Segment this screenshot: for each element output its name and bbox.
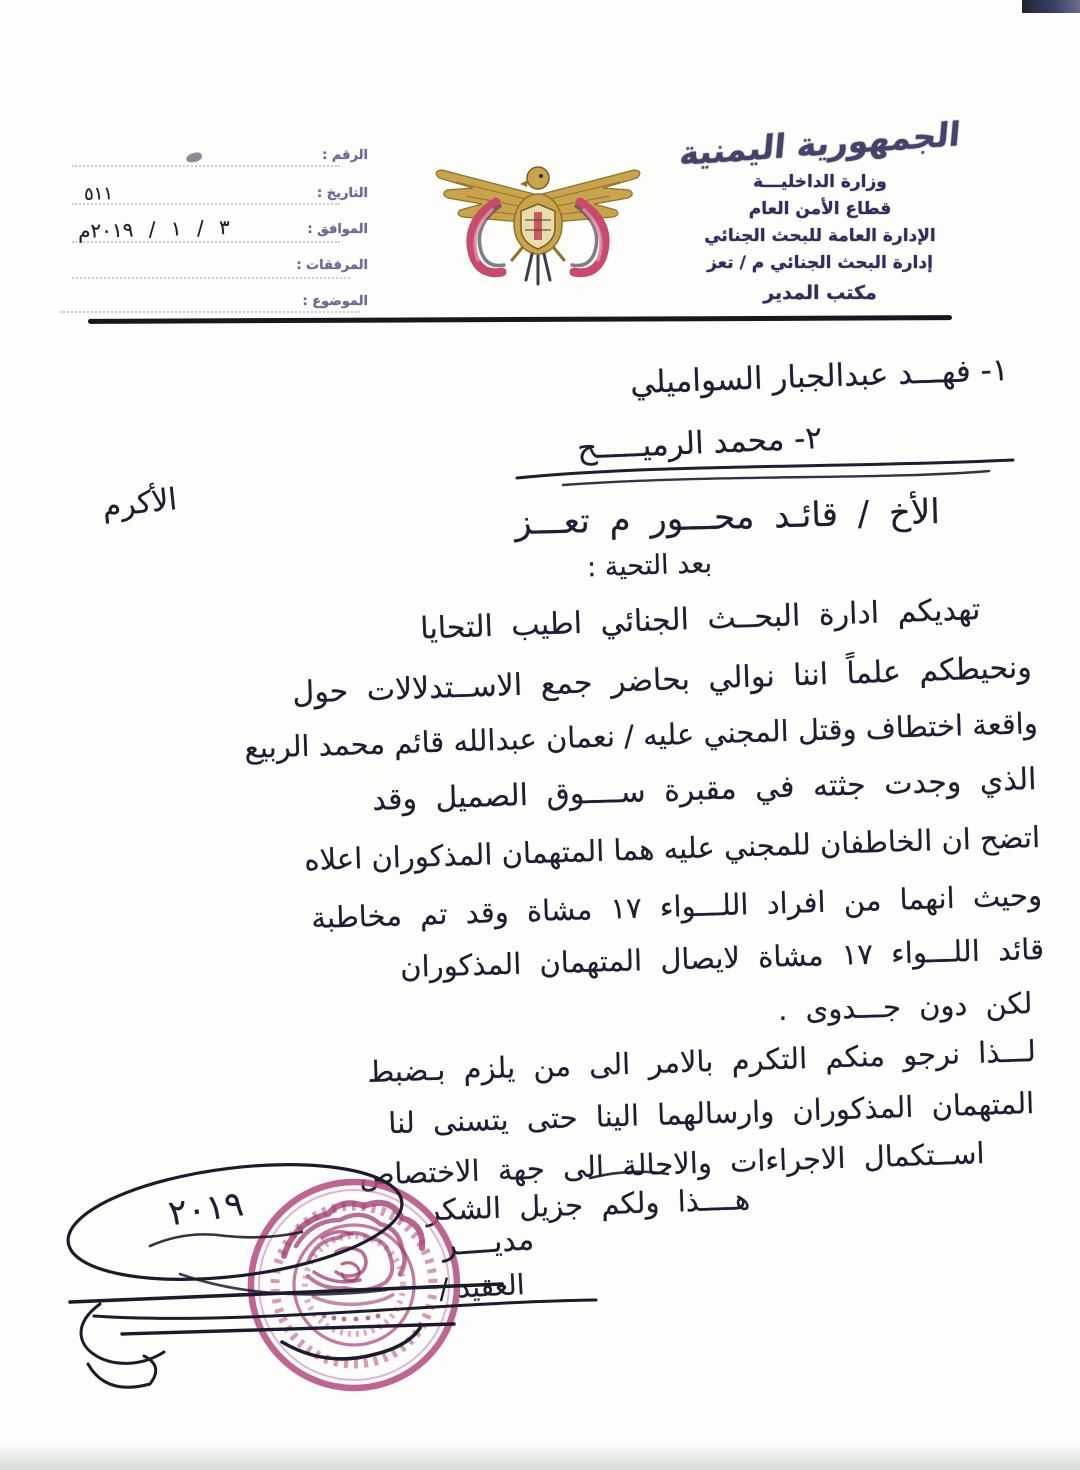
ink-smudge [185,151,203,163]
org-line-sector: قطاع الأمن العام [748,199,892,219]
form-label-subject: الموضوع : [302,294,368,309]
letter-line-10: المتهمان المذكوران وارسالهما الينا حتى يتسنى لنا [387,1086,1035,1141]
yemen-eagle-emblem [422,150,654,302]
letterhead-calligraphy: الجمهورية اليمنية [677,114,962,173]
letter-line-1: تهديكم ادارة البحــث الجنائي اطيب التحايا [419,592,981,647]
to-line: الأخ / قائـد محـــور م تعـــز [514,492,941,544]
to-honorific: الأكرم [100,482,179,525]
hand-underline [505,452,1025,494]
letter-line-2: ونحيطكم علماً اننا نوالي بحاضر جمع الاســتدلالات حول [292,650,1033,711]
scan-corner-artifact [1022,0,1080,13]
form-label-date: التاريخ : [317,186,368,201]
form-line [60,310,360,313]
addressee-1: ١- فهـــد عبدالجبار السواميلي [629,352,1009,402]
letter-line-11: اســتكمال الاجراءات والاحالة الى جهة الاختصاص [358,1136,985,1192]
letter-line-5: اتضح ان الخاطفان للمجني عليه هما المتهمان المذكوران اعلاه [303,820,1041,878]
greeting-line: بعد التحية : [586,548,713,584]
form-label-number: الرقم : [322,148,368,163]
letter-line-12: هــــذا ولكم جزيل الشكر [425,1182,751,1228]
signature-flourish [30,1150,710,1450]
form-label-corresponding: الموافق : [307,222,368,237]
header-divider-line [88,315,952,324]
form-line [72,164,340,167]
letter-line-6: وحيث انهما من افراد اللـــواء ١٧ مشاة وقد تم مخاطبة [310,878,1043,935]
letterhead-org-block [652,114,988,307]
letter-line-8: لكن دون جـــدوى . [777,986,1033,1028]
signature-role: مديــــر [441,1222,536,1264]
letter-line-9: لـــذا نرجو منكم التكرم بالامر الى من يلزم بـضبط [366,1034,1037,1089]
letter-line-4: الذي وجدت جثته في مقبرة ســــوق الصميل وقد [371,762,1037,818]
form-line [72,276,350,279]
signature-year: ٢٠١٩ [165,1184,246,1235]
org-line-cid-taiz: إدارة البحث الجنائي م / تعز [707,253,933,273]
addressee-2: ٢- محمد الرميـــــح [576,420,823,467]
org-line-director-office: مكتب المدير [763,282,877,304]
corresponding-date-value: ٣ / ١ / ٢٠١٩م [77,215,231,243]
date-number-value: ٥١١ [83,183,114,206]
org-line-general-admin: الإدارة العامة للبحث الجنائي [704,226,936,246]
signature-rank: العقيد / [437,1268,525,1306]
letter-line-3: واقعة اختطاف وقتل المجني عليه / نعمان عبدالله قائم محمد الربيع [244,706,1039,765]
letter-line-7: قائد اللـــواء ١٧ مشاة لايصال المتهمان المذكوران [399,932,1045,984]
form-label-attachments: المرفقات : [296,258,368,273]
org-line-ministry: وزارة الداخليـــة [753,172,887,192]
